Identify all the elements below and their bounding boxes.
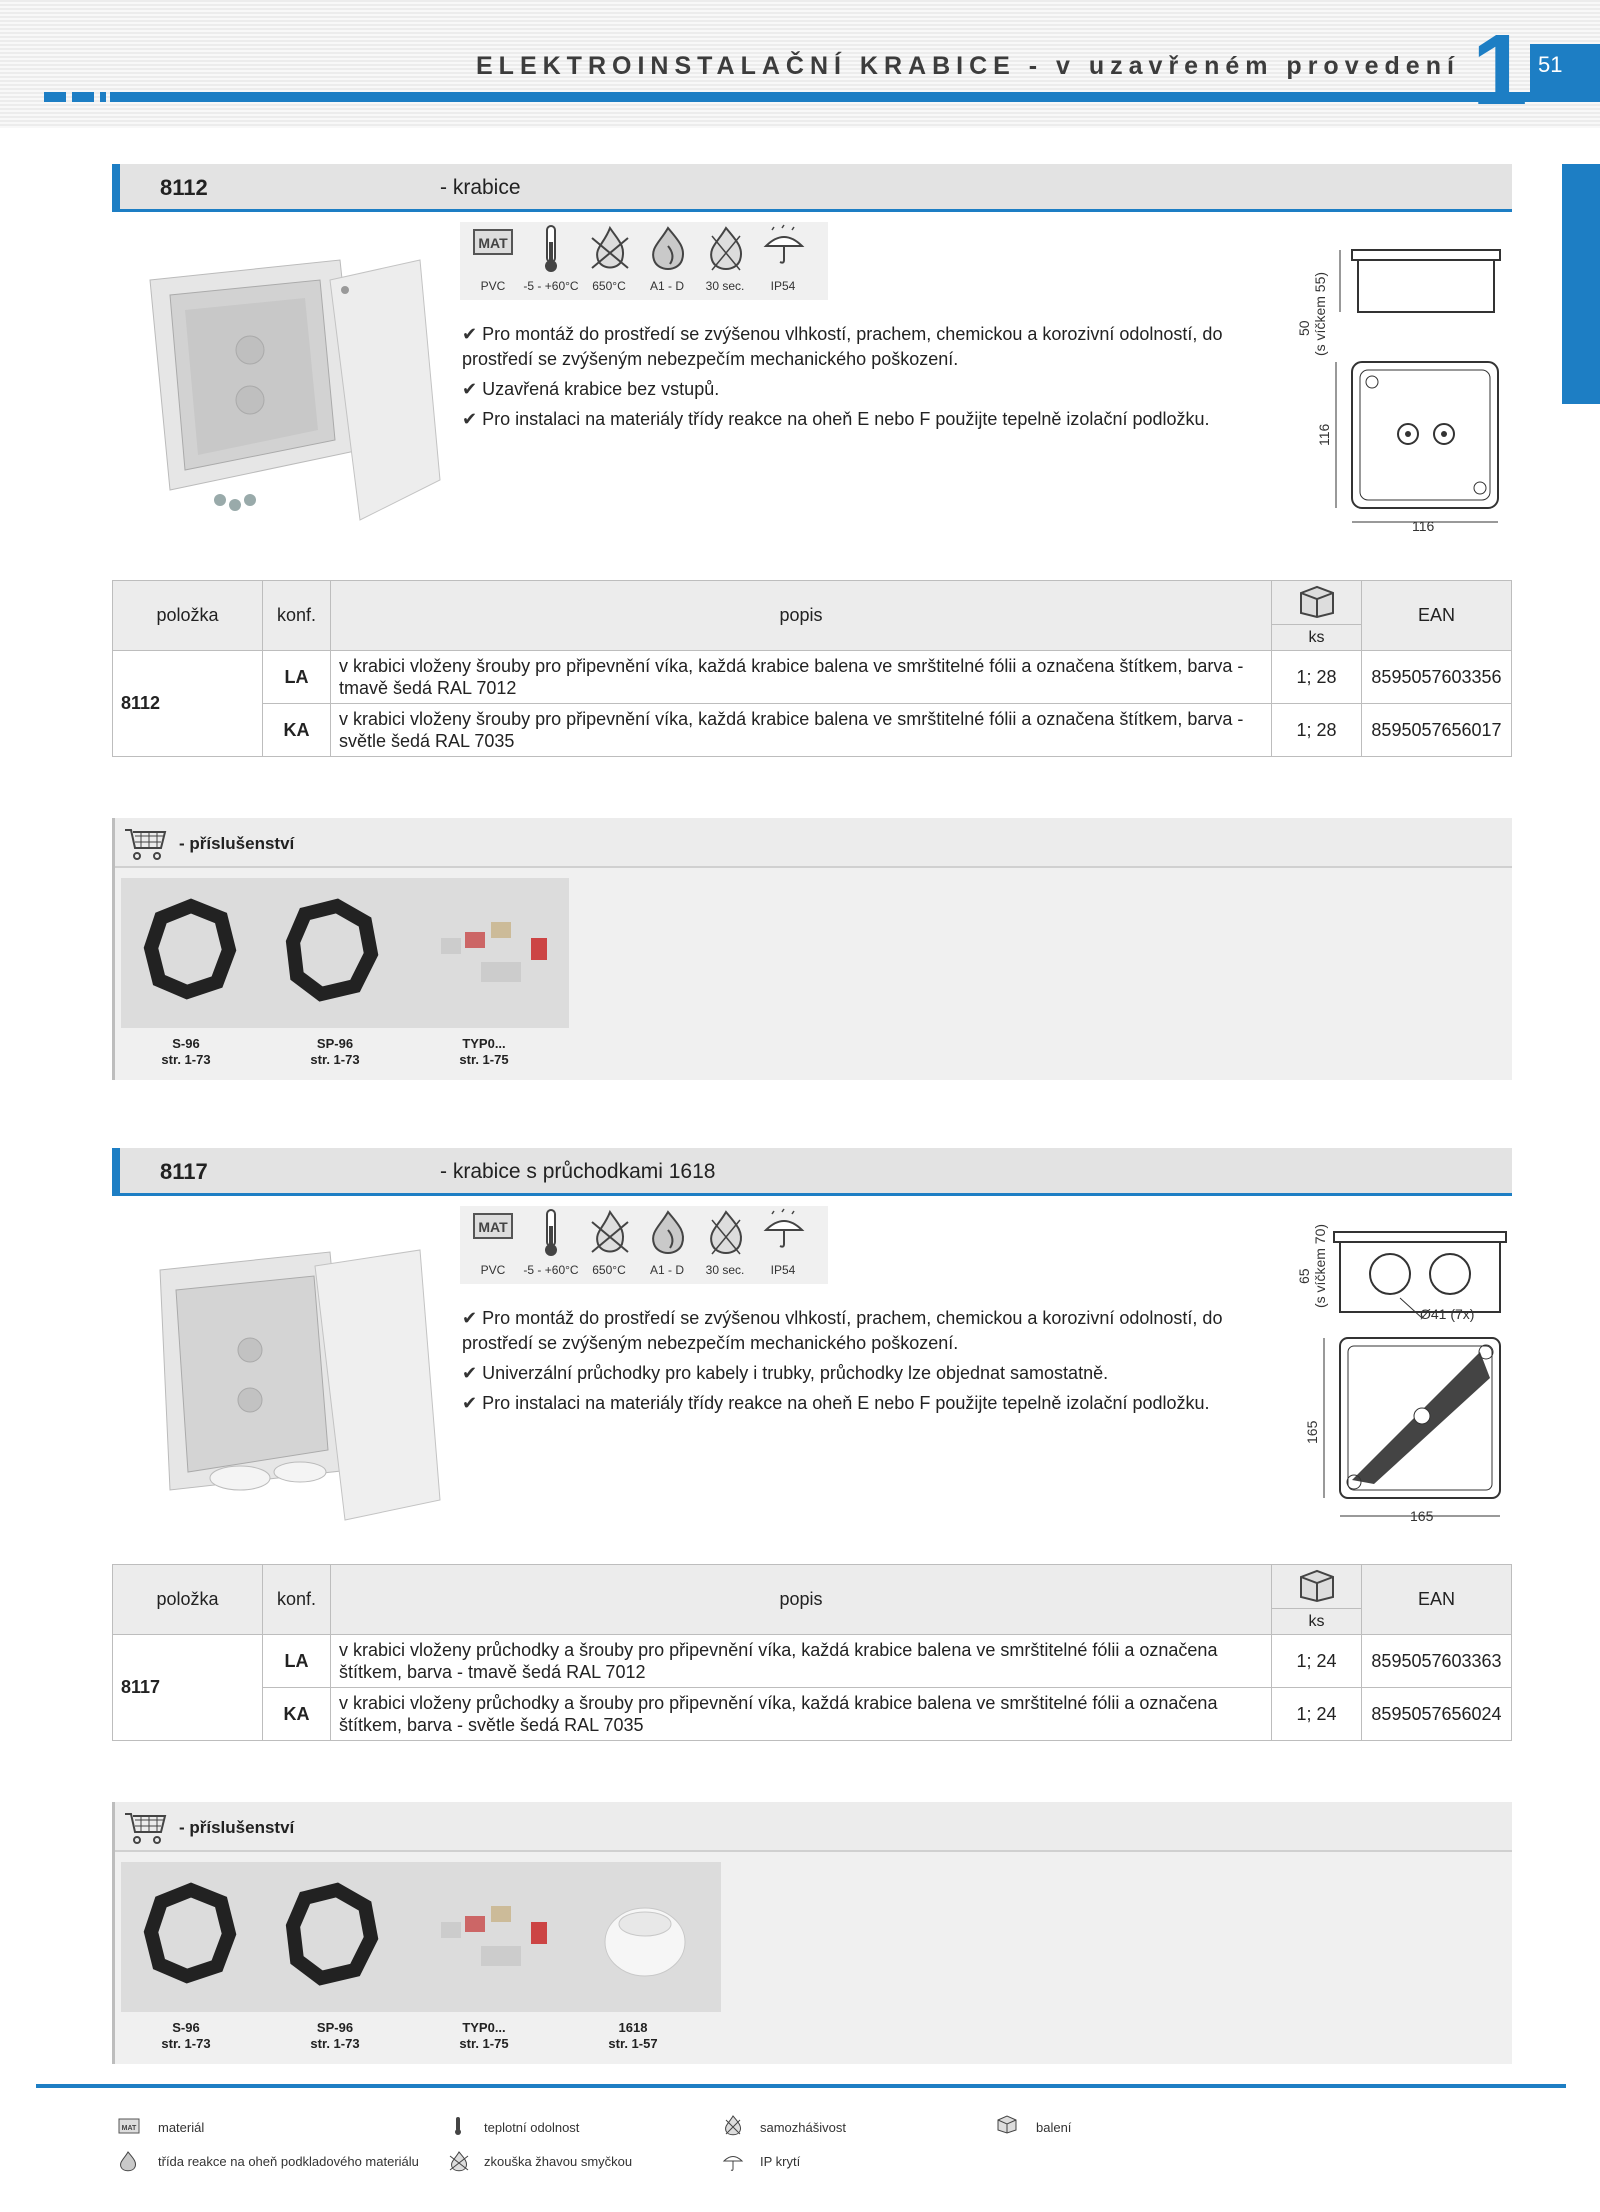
self-extinguishing-icon bbox=[722, 2114, 744, 2136]
header-bar bbox=[110, 92, 1530, 102]
icon-label: PVC bbox=[480, 1263, 506, 1277]
accessories-photo bbox=[121, 878, 569, 1028]
header-square bbox=[100, 92, 106, 102]
feature-list-8112 bbox=[462, 322, 1252, 437]
page-title: ELEKTROINSTALAČNÍ KRABICE - v uzavřeném provedení bbox=[476, 52, 1460, 80]
umbrella-icon bbox=[722, 2150, 744, 2172]
check-icon: ✔ bbox=[462, 1363, 478, 1383]
flame-icon bbox=[638, 1206, 696, 1284]
height-dimension: 50 bbox=[1296, 320, 1312, 336]
col-header-item: položka bbox=[113, 1565, 263, 1635]
icon-label: 30 sec. bbox=[705, 1263, 745, 1277]
height-note: (s víčkem 55) bbox=[1312, 271, 1328, 356]
accessory-item[interactable]: 1618 str. 1-57 bbox=[608, 2020, 658, 2051]
box-icon bbox=[996, 2114, 1018, 2134]
accessory-item[interactable]: S-96 str. 1-73 bbox=[161, 1036, 211, 1067]
thermometer-icon bbox=[452, 2116, 464, 2136]
legend-material: materiál bbox=[158, 2120, 205, 2135]
icon-label: 30 sec. bbox=[705, 279, 745, 293]
header-square bbox=[44, 92, 66, 102]
umbrella-icon bbox=[754, 1206, 812, 1284]
mat-badge-text: MAT bbox=[478, 1219, 508, 1235]
row-ks: 1; 28 bbox=[1272, 651, 1362, 704]
config-code: KA bbox=[263, 704, 331, 757]
legend-fire-class: třída reakce na oheň podkladového materiálu bbox=[158, 2154, 419, 2169]
col-header-description: popis bbox=[331, 581, 1272, 651]
glow-wire-icon bbox=[580, 1206, 638, 1284]
footer-line bbox=[36, 2084, 1566, 2088]
box-icon bbox=[1272, 1565, 1362, 1609]
row-ean: 8595057603356 bbox=[1362, 651, 1512, 704]
check-icon: ✔ bbox=[462, 324, 478, 344]
accessory-item[interactable]: SP-96 str. 1-73 bbox=[310, 2020, 360, 2051]
col-header-ks: ks bbox=[1272, 625, 1362, 651]
property-icons-8117 bbox=[460, 1206, 828, 1284]
page-number: 51 bbox=[1538, 52, 1563, 77]
feature-item: ✔ Pro montáž do prostředí se zvýšenou vlhkostí, prachem, chemickou a korozivní odolností, do prostředí se zvýšeným nebezpečím mechanického poškození. bbox=[462, 1308, 1223, 1353]
icon-label: 650°C bbox=[592, 279, 626, 293]
flame-icon bbox=[638, 222, 696, 300]
icon-label: -5 - +60°C bbox=[523, 1263, 579, 1277]
height-dimension: 65 bbox=[1296, 1268, 1312, 1284]
row-ks: 1; 24 bbox=[1272, 1688, 1362, 1741]
product-photo-8117 bbox=[130, 1240, 460, 1530]
flame-icon bbox=[118, 2150, 138, 2172]
icon-label: IP54 bbox=[770, 1263, 796, 1277]
table-row bbox=[113, 651, 1512, 704]
check-icon: ✔ bbox=[462, 409, 478, 429]
product-header-8112 bbox=[112, 164, 1512, 212]
product-name: - krabice bbox=[440, 176, 521, 199]
mat-badge-icon bbox=[464, 222, 522, 300]
accessory-item[interactable]: TYP0... str. 1-75 bbox=[459, 1036, 509, 1067]
row-ean: 8595057656017 bbox=[1362, 704, 1512, 757]
product-table-8112 bbox=[112, 580, 1512, 757]
feature-item: ✔ Univerzální průchodky pro kabely i trubky, průchodky lze objednat samostatně. bbox=[462, 1363, 1109, 1383]
legend-self-extinguishing: samozhášivost bbox=[760, 2120, 846, 2135]
icon-label: A1 - D bbox=[649, 1263, 684, 1277]
accessories-header bbox=[115, 1802, 1512, 1852]
legend-ip: IP krytí bbox=[760, 2154, 801, 2169]
hole-dimension: Ø41 (7x) bbox=[1420, 1306, 1475, 1322]
umbrella-icon bbox=[754, 222, 812, 300]
legend-packaging: balení bbox=[1036, 2120, 1072, 2135]
check-icon: ✔ bbox=[462, 1308, 478, 1328]
bottom-dimension: 165 bbox=[1410, 1508, 1434, 1524]
box-icon bbox=[1272, 581, 1362, 625]
col-header-ean: EAN bbox=[1362, 581, 1512, 651]
row-description: v krabici vloženy šrouby pro připevnění víka, každá krabice balena ve smrštitelné fólii a označena štítkem, barva - světle šedá RAL 7035 bbox=[331, 704, 1272, 757]
cart-icon bbox=[123, 824, 167, 862]
row-ks: 1; 24 bbox=[1272, 1635, 1362, 1688]
cart-icon bbox=[123, 1808, 167, 1846]
product-photo-8112 bbox=[130, 250, 460, 530]
side-dimension: 116 bbox=[1316, 423, 1332, 446]
bottom-dimension: 116 bbox=[1412, 518, 1435, 534]
accessories-photo bbox=[121, 1862, 721, 2012]
row-ks: 1; 28 bbox=[1272, 704, 1362, 757]
config-code: KA bbox=[263, 1688, 331, 1741]
legend-mat-text: MAT bbox=[121, 2125, 137, 2132]
mat-badge-text: MAT bbox=[478, 235, 508, 251]
icon-label: PVC bbox=[480, 279, 506, 293]
feature-item: ✔ Pro instalaci na materiály třídy reakce na oheň E nebo F použijte tepelně izolační podložku. bbox=[462, 409, 1210, 429]
icon-label: 650°C bbox=[592, 1263, 626, 1277]
self-extinguishing-icon bbox=[696, 222, 754, 300]
item-code: 8117 bbox=[113, 1635, 263, 1741]
product-table-8117 bbox=[112, 1564, 1512, 1741]
mat-badge-icon bbox=[118, 2118, 140, 2134]
feature-item: ✔ Pro montáž do prostředí se zvýšenou vlhkostí, prachem, chemickou a korozivní odolností, do prostředí se zvýšeným nebezpečím mechanického poškození. bbox=[462, 324, 1223, 369]
accessories-8112 bbox=[112, 818, 1512, 1080]
product-code: 8112 bbox=[160, 175, 208, 200]
accessories-title: - příslušenství bbox=[179, 1818, 295, 1837]
feature-item: ✔ Uzavřená krabice bez vstupů. bbox=[462, 379, 720, 399]
technical-drawing-8117 bbox=[1290, 1218, 1550, 1528]
legend-glow-wire: zkouška žhavou smyčkou bbox=[484, 2154, 633, 2169]
row-ean: 8595057603363 bbox=[1362, 1635, 1512, 1688]
table-row bbox=[113, 1635, 1512, 1688]
accessories-title: - příslušenství bbox=[179, 834, 295, 853]
config-code: LA bbox=[263, 1635, 331, 1688]
feature-item: ✔ Pro instalaci na materiály třídy reakce na oheň E nebo F použijte tepelně izolační podložku. bbox=[462, 1393, 1210, 1413]
table-row bbox=[113, 1688, 1512, 1741]
accessory-item[interactable]: S-96 str. 1-73 bbox=[161, 2020, 211, 2051]
icon-label: A1 - D bbox=[649, 279, 684, 293]
col-header-ks: ks bbox=[1272, 1609, 1362, 1635]
col-header-config: konf. bbox=[263, 1565, 331, 1635]
page-header bbox=[0, 0, 1600, 128]
glow-wire-icon bbox=[448, 2150, 470, 2172]
mat-badge-icon bbox=[464, 1206, 522, 1284]
section-number: 1 bbox=[1472, 14, 1528, 126]
accessories-8117 bbox=[112, 1802, 1512, 2064]
item-code: 8112 bbox=[113, 651, 263, 757]
check-icon: ✔ bbox=[462, 1393, 478, 1413]
self-extinguishing-icon bbox=[696, 1206, 754, 1284]
accessories-header bbox=[115, 818, 1512, 868]
row-description: v krabici vloženy průchodky a šrouby pro připevnění víka, každá krabice balena ve smrštitelné fólii a označena štítkem, barva - světle šedá RAL 7035 bbox=[331, 1688, 1272, 1741]
col-header-item: položka bbox=[113, 581, 263, 651]
header-square bbox=[72, 92, 94, 102]
col-header-ean: EAN bbox=[1362, 1565, 1512, 1635]
row-description: v krabici vloženy průchodky a šrouby pro připevnění víka, každá krabice balena ve smrštitelné fólii a označena štítkem, barva - tmavě šedá RAL 7012 bbox=[331, 1635, 1272, 1688]
product-name: - krabice s průchodkami 1618 bbox=[440, 1160, 716, 1183]
section-side-tab bbox=[1562, 164, 1600, 404]
thermometer-icon bbox=[522, 222, 580, 300]
accessory-item[interactable]: SP-96 str. 1-73 bbox=[310, 1036, 360, 1067]
accessory-item[interactable]: TYP0... str. 1-75 bbox=[459, 2020, 509, 2051]
feature-list-8117 bbox=[462, 1306, 1252, 1421]
property-icons-8112 bbox=[460, 222, 828, 300]
row-description: v krabici vloženy šrouby pro připevnění víka, každá krabice balena ve smrštitelné fólii a označena štítkem, barva - tmavě šedá RAL 7012 bbox=[331, 651, 1272, 704]
height-note: (s víčkem 70) bbox=[1312, 1223, 1328, 1308]
product-code: 8117 bbox=[160, 1159, 208, 1184]
product-header-8117 bbox=[112, 1148, 1512, 1196]
col-header-description: popis bbox=[331, 1565, 1272, 1635]
legend-temperature: teplotní odolnost bbox=[484, 2120, 580, 2135]
table-row bbox=[113, 704, 1512, 757]
row-ean: 8595057656024 bbox=[1362, 1688, 1512, 1741]
col-header-config: konf. bbox=[263, 581, 331, 651]
icon-label: -5 - +60°C bbox=[523, 279, 579, 293]
thermometer-icon bbox=[522, 1206, 580, 1284]
icon-label: IP54 bbox=[770, 279, 796, 293]
check-icon: ✔ bbox=[462, 379, 478, 399]
technical-drawing-8112 bbox=[1290, 236, 1530, 536]
config-code: LA bbox=[263, 651, 331, 704]
glow-wire-icon bbox=[580, 222, 638, 300]
side-dimension: 165 bbox=[1304, 1420, 1320, 1444]
